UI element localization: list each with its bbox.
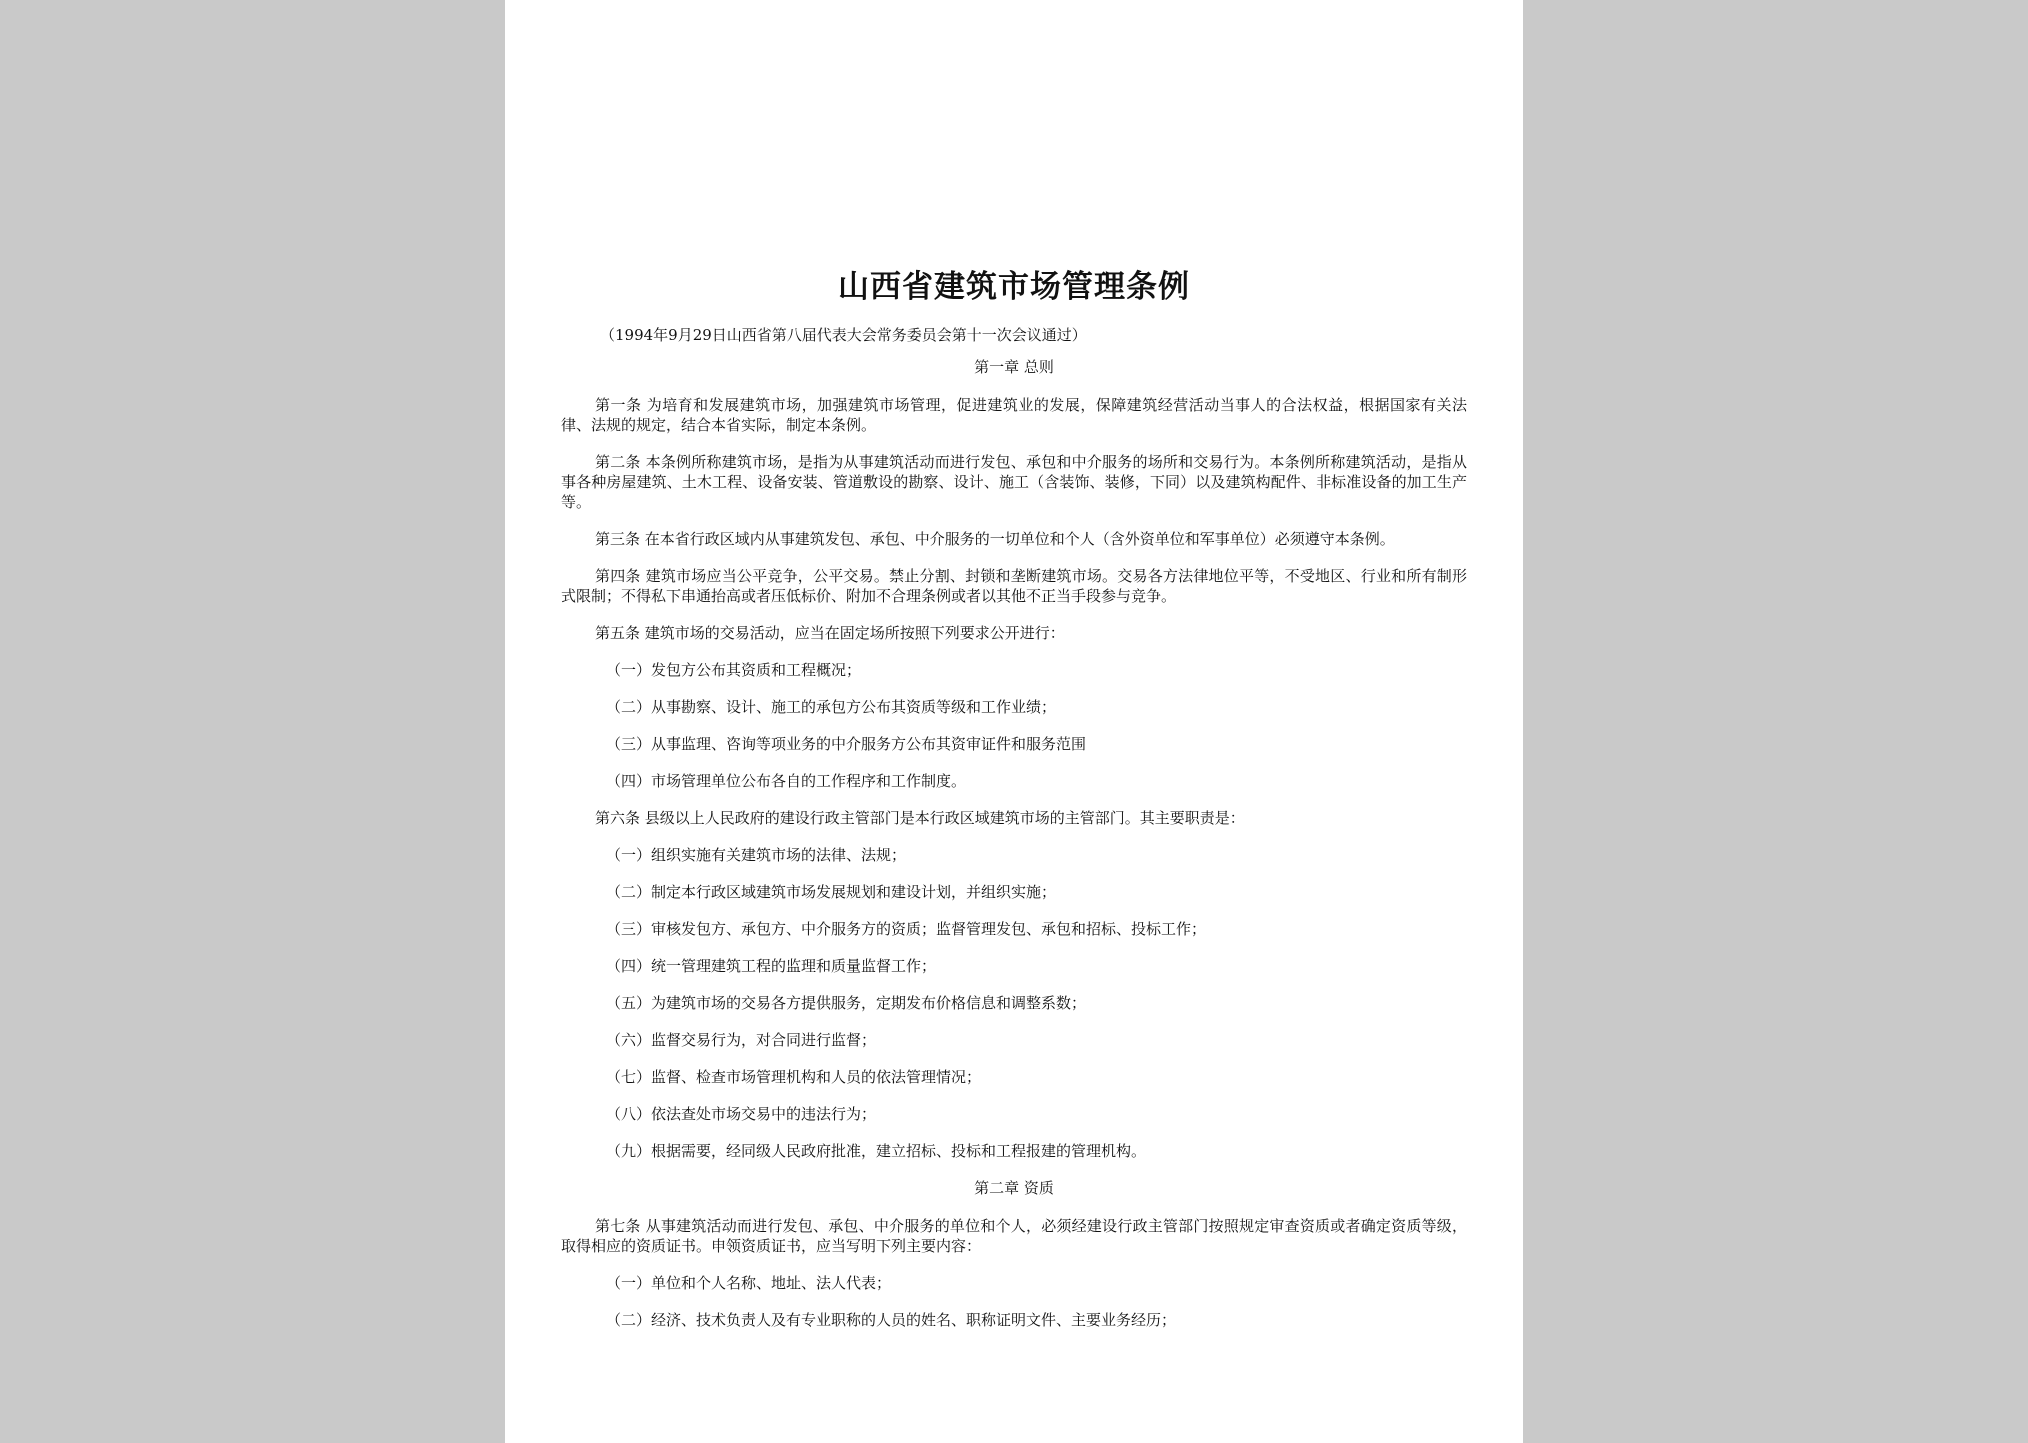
chapter-heading: 第二章 资质 xyxy=(974,1179,1054,1197)
chapter-heading: 第一章 总则 xyxy=(974,358,1054,376)
document-page xyxy=(505,0,1523,1443)
article-paragraph: 第五条 建筑市场的交易活动，应当在固定场所按照下列要求公开进行： xyxy=(595,624,1065,642)
list-item: （三）从事监理、咨询等项业务的中介服务方公布其资审证件和服务范围 xyxy=(606,735,1087,753)
list-item: （一）组织实施有关建筑市场的法律、法规； xyxy=(606,846,907,864)
list-item: （三）审核发包方、承包方、中介服务方的资质；监督管理发包、承包和招标、投标工作； xyxy=(606,920,1207,938)
list-item: （七）监督、检查市场管理机构和人员的依法管理情况； xyxy=(606,1068,982,1086)
list-item: （四）统一管理建筑工程的监理和质量监督工作； xyxy=(606,957,937,975)
list-item: （一）发包方公布其资质和工程概况； xyxy=(606,661,862,679)
document-title: 山西省建筑市场管理条例 xyxy=(838,269,1190,305)
list-item: （八）依法查处市场交易中的违法行为； xyxy=(606,1105,877,1123)
article-paragraph: 第七条 从事建筑活动而进行发包、承包、中介服务的单位和个人，必须经建设行政主管部门按照规定审查资质或者确定资质等级，取得相应的资质证书。申领资质证书，应当写明下列主要内容： xyxy=(561,1217,1467,1255)
article-paragraph: 第一条 为培育和发展建筑市场，加强建筑市场管理，促进建筑业的发展，保障建筑经营活动当事人的合法权益，根据国家有关法律、法规的规定，结合本省实际，制定本条例。 xyxy=(561,396,1467,434)
document-subtitle: （1994年9月29日山西省第八届代表大会常务委员会第十一次会议通过） xyxy=(600,326,1087,344)
article-paragraph: 第二条 本条例所称建筑市场，是指为从事建筑活动而进行发包、承包和中介服务的场所和交易行为。本条例所称建筑活动，是指从事各种房屋建筑、土木工程、设备安装、管道敷设的勘察、设计、施工（含装饰、装修，下同）以及建筑构配件、非标准设备的加工生产等。 xyxy=(561,453,1467,511)
list-item: （九）根据需要，经同级人民政府批准，建立招标、投标和工程报建的管理机构。 xyxy=(606,1142,1147,1160)
list-item: （六）监督交易行为，对合同进行监督； xyxy=(606,1031,877,1049)
article-paragraph: 第三条 在本省行政区域内从事建筑发包、承包、中介服务的一切单位和个人（含外资单位和军事单位）必须遵守本条例。 xyxy=(595,530,1395,548)
list-item: （二）制定本行政区域建筑市场发展规划和建设计划，并组织实施； xyxy=(606,883,1057,901)
article-paragraph: 第四条 建筑市场应当公平竞争，公平交易。禁止分割、封锁和垄断建筑市场。交易各方法律地位平等，不受地区、行业和所有制形式限制；不得私下串通抬高或者压低标价、附加不合理条例或者以其他不正当手段参与竞争。 xyxy=(561,567,1467,605)
article-paragraph: 第六条 县级以上人民政府的建设行政主管部门是本行政区域建筑市场的主管部门。其主要职责是： xyxy=(595,809,1245,827)
list-item: （一）单位和个人名称、地址、法人代表； xyxy=(606,1274,892,1292)
list-item: （五）为建筑市场的交易各方提供服务，定期发布价格信息和调整系数； xyxy=(606,994,1087,1012)
document-body xyxy=(561,357,1467,1347)
list-item: （二）经济、技术负责人及有专业职称的人员的姓名、职称证明文件、主要业务经历； xyxy=(606,1311,1177,1329)
list-item: （四）市场管理单位公布各自的工作程序和工作制度。 xyxy=(606,772,967,790)
list-item: （二）从事勘察、设计、施工的承包方公布其资质等级和工作业绩； xyxy=(606,698,1057,716)
